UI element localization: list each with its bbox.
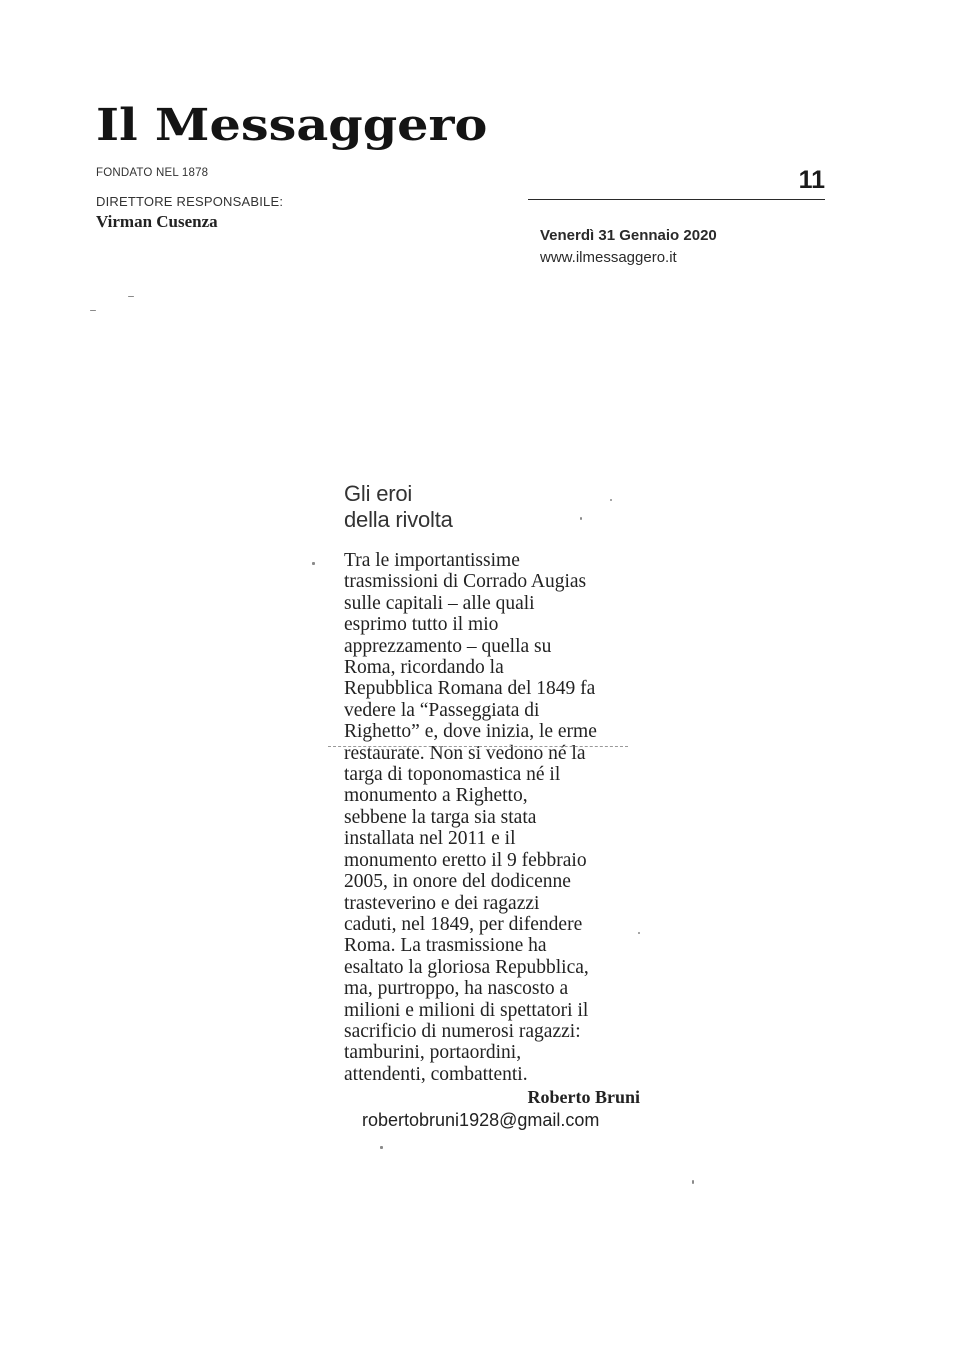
page-number: 11 bbox=[798, 166, 825, 194]
scan-fold-line bbox=[328, 746, 628, 747]
body-line: 2005, in onore del dodicenne bbox=[344, 871, 571, 893]
author-signature: Roberto Bruni bbox=[527, 1087, 640, 1108]
body-line: Roma, ricordando la bbox=[344, 657, 504, 679]
body-line: ma, purtroppo, ha nascosto a bbox=[344, 978, 569, 1000]
body-line: monumento eretto il 9 febbraio bbox=[344, 849, 587, 871]
headline-line: della rivolta bbox=[344, 507, 453, 532]
body-line: esprimo tutto il mio bbox=[344, 614, 499, 636]
body-line: vedere la “Passeggiata di bbox=[344, 699, 540, 721]
body-line: sacrificio di numerosi ragazzi: bbox=[344, 1020, 581, 1042]
director-name: Virman Cusenza bbox=[96, 212, 218, 231]
scan-speck bbox=[90, 310, 96, 311]
body-line: monumento a Righetto, bbox=[344, 785, 528, 807]
body-line: caduti, nel 1849, per difendere bbox=[344, 913, 583, 935]
body-line: tamburini, portaordini, bbox=[344, 1042, 522, 1064]
issue-date: Venerdì 31 Gennaio 2020 bbox=[540, 227, 717, 244]
body-line: attendenti, combattenti. bbox=[344, 1063, 528, 1085]
scan-speck bbox=[610, 499, 612, 501]
body-line: Repubblica Romana del 1849 fa bbox=[344, 678, 596, 700]
scan-speck bbox=[580, 517, 582, 520]
director-label: DIRETTORE RESPONSABILE: bbox=[96, 194, 284, 209]
body-line: restaurate. Non si vedono né la bbox=[344, 742, 586, 764]
header-rule bbox=[528, 199, 825, 200]
masthead-logo: Il Messaggero bbox=[96, 100, 488, 151]
body-line: sebbene la targa sia stata bbox=[344, 806, 537, 828]
body-line: Righetto” e, dove inizia, le erme bbox=[344, 721, 597, 743]
body-line: trasteverino e dei ragazzi bbox=[344, 892, 540, 914]
website-url: www.ilmessaggero.it bbox=[540, 249, 677, 266]
article-body bbox=[344, 550, 644, 1085]
scan-speck bbox=[692, 1180, 694, 1184]
body-line: apprezzamento – quella su bbox=[344, 635, 552, 657]
body-line: sulle capitali – alle quali bbox=[344, 592, 535, 614]
scan-speck bbox=[380, 1146, 383, 1149]
body-line: installata nel 2011 e il bbox=[344, 828, 516, 850]
scan-speck bbox=[128, 296, 134, 297]
scan-speck bbox=[638, 932, 640, 934]
body-line: Tra le importantissime bbox=[344, 550, 520, 571]
body-line: targa di toponomastica né il bbox=[344, 764, 561, 786]
body-line: esaltato la gloriosa Repubblica, bbox=[344, 956, 589, 978]
article-headline bbox=[344, 481, 644, 533]
scan-speck bbox=[312, 562, 315, 565]
letter-article bbox=[344, 481, 644, 1131]
body-line: trasmissioni di Corrado Augias bbox=[344, 571, 587, 593]
founded-note: FONDATO NEL 1878 bbox=[96, 167, 209, 179]
author-email: robertobruni1928@gmail.com bbox=[362, 1110, 600, 1131]
headline-line: Gli eroi bbox=[344, 481, 413, 506]
body-line: milioni e milioni di spettatori il bbox=[344, 999, 589, 1021]
body-line: Roma. La trasmissione ha bbox=[344, 935, 547, 957]
